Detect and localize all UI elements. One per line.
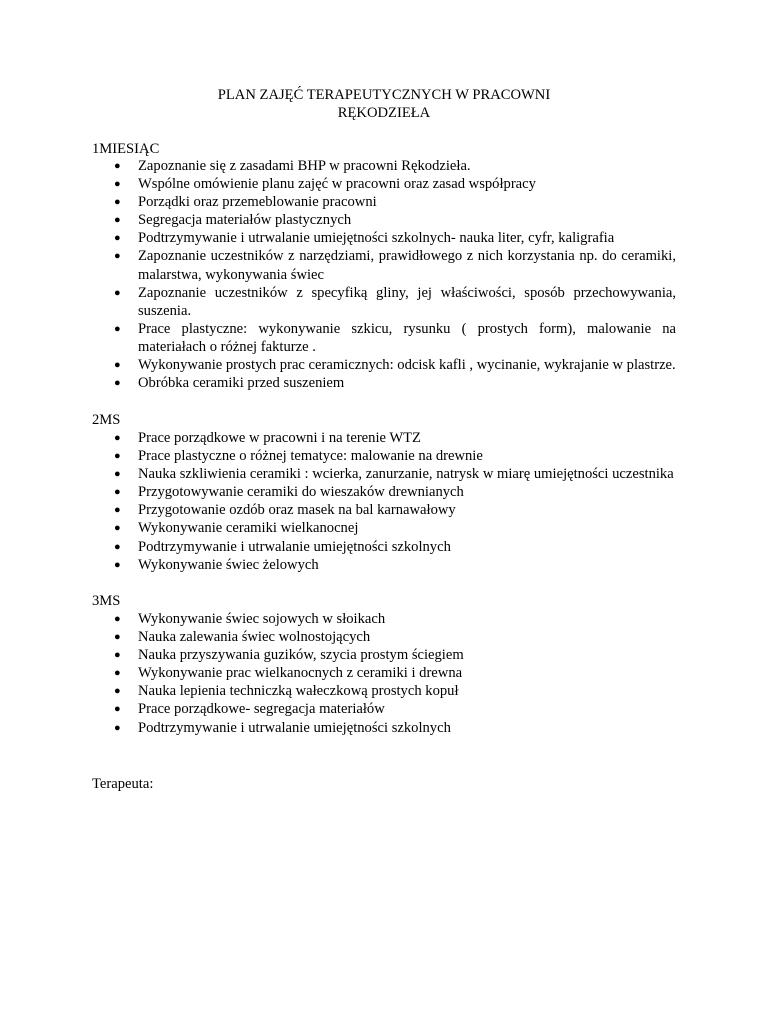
list-item [92, 664, 676, 682]
list-item-text: Nauka lepienia techniczką wałeczkową prostych kopuł [138, 683, 459, 700]
therapist-signature-label: Terapeuta: [92, 776, 154, 792]
list-item-text: Porządki oraz przemeblowanie pracowni [138, 194, 377, 211]
list-item-text: Podtrzymywanie i utrwalanie umiejętności szkolnych- nauka liter, cyfr, kaligrafia [138, 230, 615, 247]
list-item [92, 429, 676, 447]
bullet-icon: ● [114, 613, 121, 625]
list-item-text: Prace plastyczne: wykonywanie szkicu, rysunku ( prostych form), malowanie na materiałach o różnej fakturze . [138, 320, 676, 355]
list-item-text: Podtrzymywanie i utrwalanie umiejętności szkolnych [138, 719, 451, 736]
list-item [92, 157, 676, 175]
list-item-text: Wykonywanie prac wielkanocnych z ceramiki i drewna [138, 665, 463, 682]
bullet-icon: ● [114, 450, 121, 463]
bullet-icon: ● [114, 232, 121, 245]
bullet-icon: ● [114, 721, 121, 734]
list-item-text: Zapoznanie uczestników z narzędziami, prawidłowego z nich korzystania np. do ceramiki, malarstwa, wykonywania świec [138, 248, 676, 283]
list-item [92, 556, 676, 574]
list-item [92, 646, 676, 664]
bullet-icon: ● [114, 468, 121, 481]
list-item [92, 284, 676, 320]
bullet-icon: ● [114, 558, 121, 571]
list-item [92, 374, 676, 392]
list-item-text: Wykonywanie świec żelowych [138, 556, 319, 573]
list-item [92, 719, 676, 737]
list-item-text: Prace plastyczne o różnej tematyce: malowanie na drewnie [138, 448, 483, 465]
list-item-text: Nauka przyszywania guzików, szycia prostym ściegiem [138, 647, 464, 664]
list-item [92, 211, 676, 229]
section-label-month1: 1MIESIĄC [92, 141, 160, 157]
list-item [92, 193, 676, 211]
list-item [92, 628, 676, 646]
section-list-month3 [92, 610, 676, 737]
list-item-text: Zapoznanie uczestników z specyfiką gliny, jej właściwości, sposób przechowywania, suszenia. [138, 284, 676, 319]
document-title-line1: PLAN ZAJĘĆ TERAPEUTYCZNYCH W PRACOWNI [217, 87, 551, 103]
list-item-text: Nauka szkliwienia ceramiki : wcierka, zanurzanie, natrysk w miarę umiejętności uczestnika [138, 466, 674, 483]
bullet-icon: ● [114, 359, 121, 372]
bullet-icon: ● [114, 649, 121, 662]
list-item [92, 175, 676, 193]
bullet-icon: ● [114, 667, 121, 680]
list-item-text: Prace porządkowe- segregacja materiałów [138, 701, 385, 718]
list-item [92, 320, 676, 356]
bullet-icon: ● [114, 685, 121, 698]
list-item [92, 700, 676, 718]
bullet-icon: ● [114, 250, 121, 263]
section-label-month2: 2MS [92, 412, 121, 428]
list-item [92, 356, 676, 374]
list-item [92, 682, 676, 700]
list-item-text: Przygotowywanie ceramiki do wieszaków drewnianych [138, 484, 464, 501]
list-item [92, 229, 676, 247]
list-item [92, 247, 676, 283]
document-title-line2: RĘKODZIEŁA [337, 105, 431, 121]
list-item [92, 519, 676, 537]
section-label-month3: 3MS [92, 593, 121, 609]
bullet-icon: ● [114, 540, 121, 553]
list-item-text: Wykonywanie świec sojowych w słoikach [138, 611, 386, 627]
list-item [92, 501, 676, 519]
bullet-icon: ● [114, 504, 121, 517]
bullet-icon: ● [114, 160, 121, 172]
bullet-icon: ● [114, 631, 121, 644]
list-item [92, 538, 676, 556]
bullet-icon: ● [114, 703, 121, 716]
bullet-icon: ● [114, 214, 121, 227]
bullet-icon: ● [114, 522, 121, 535]
bullet-icon: ● [114, 486, 121, 499]
list-item [92, 447, 676, 465]
bullet-icon: ● [114, 432, 121, 444]
list-item-text: Obróbka ceramiki przed suszeniem [138, 375, 345, 392]
list-item-text: Nauka zalewania świec wolnostojących [138, 629, 371, 646]
section-list-month2 [92, 429, 676, 574]
list-item-text: Przygotowanie ozdób oraz masek na bal karnawałowy [138, 502, 456, 519]
bullet-icon: ● [114, 178, 121, 191]
list-item-text: Wykonywanie prostych prac ceramicznych: odcisk kafli , wycinanie, wykrajanie w plastrze. [138, 357, 676, 374]
list-item-text: Prace porządkowe w pracowni i na terenie WTZ [138, 430, 421, 446]
list-item-text: Zapoznanie się z zasadami BHP w pracowni Rękodzieła. [138, 158, 471, 174]
section-list-month1 [92, 157, 676, 392]
list-item-text: Segregacja materiałów plastycznych [138, 212, 352, 229]
list-item [92, 483, 676, 501]
bullet-icon: ● [114, 286, 121, 299]
list-item [92, 610, 676, 628]
list-item [92, 465, 676, 483]
list-item-text: Podtrzymywanie i utrwalanie umiejętności szkolnych [138, 538, 451, 555]
bullet-icon: ● [114, 322, 121, 335]
bullet-icon: ● [114, 196, 121, 209]
list-item-text: Wspólne omówienie planu zajęć w pracowni oraz zasad współpracy [138, 176, 536, 193]
list-item-text: Wykonywanie ceramiki wielkanocnej [138, 520, 359, 537]
bullet-icon: ● [114, 377, 121, 390]
